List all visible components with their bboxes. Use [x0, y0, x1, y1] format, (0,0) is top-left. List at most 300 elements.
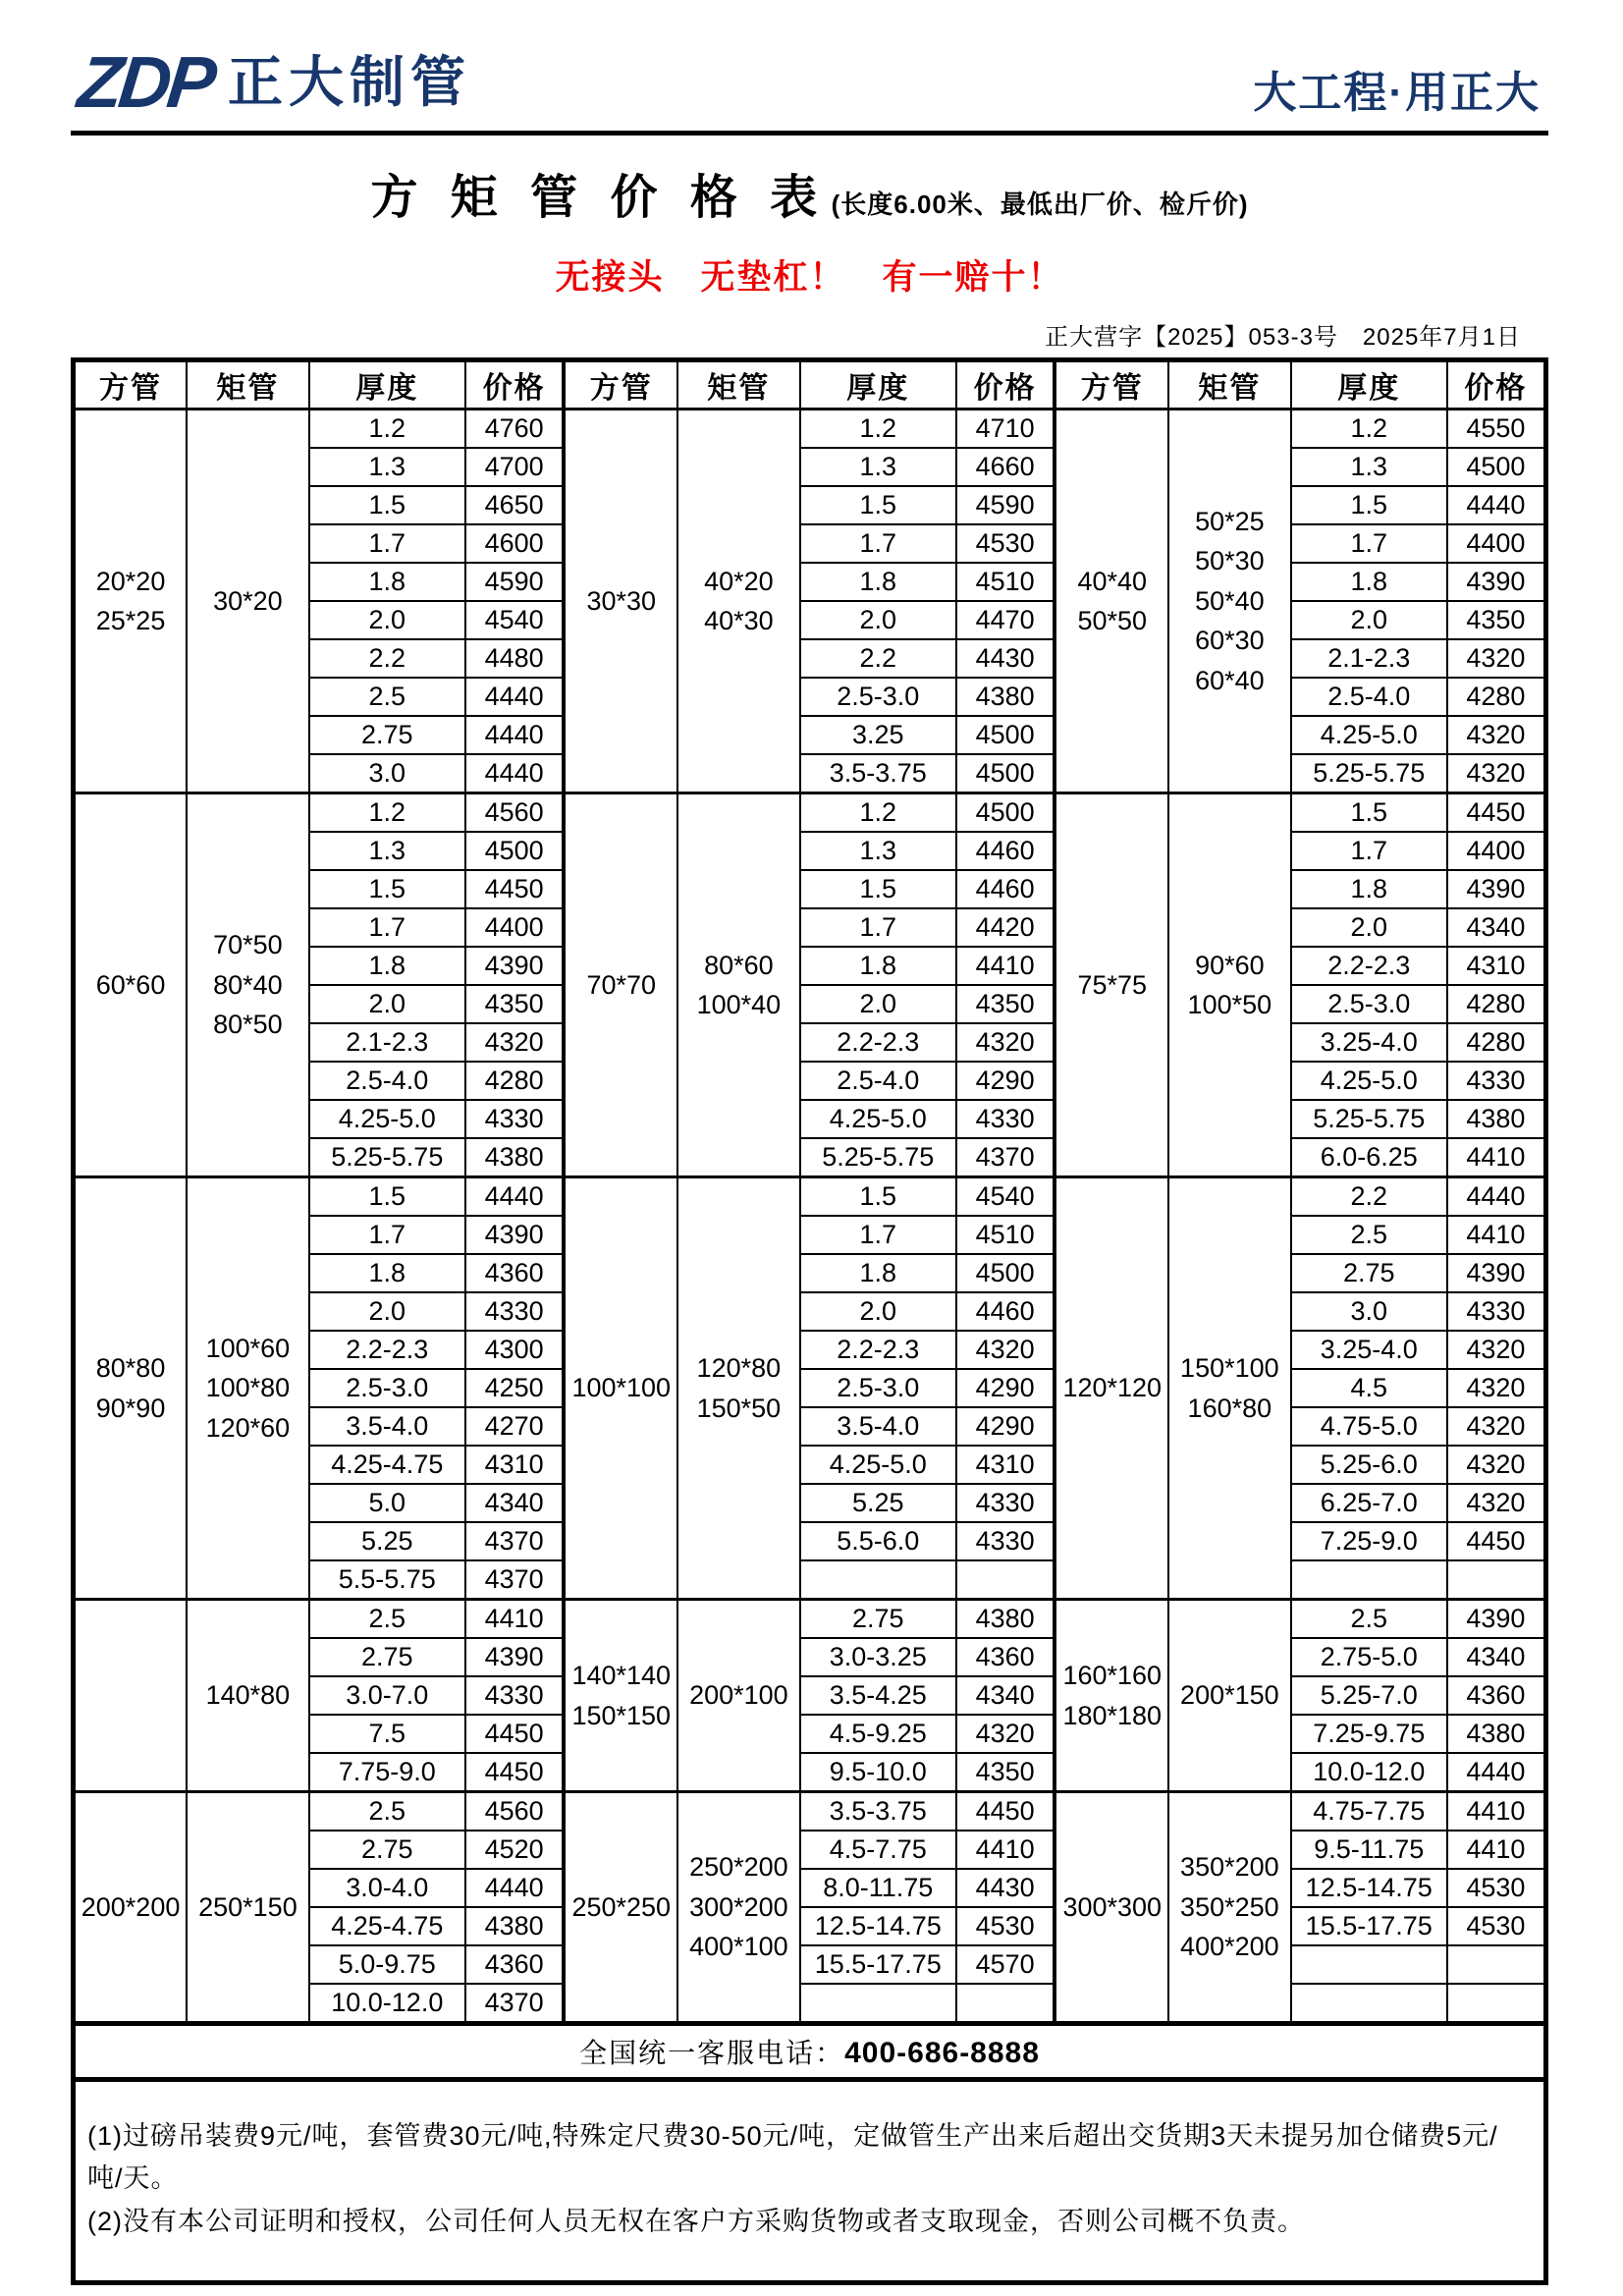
thickness-cell: 5.5-5.75 — [309, 1560, 465, 1600]
thickness-cell: 4.25-4.75 — [309, 1907, 465, 1945]
rect-pipe-cell: 30*20 — [187, 410, 309, 793]
price-cell: 4380 — [956, 1600, 1055, 1639]
price-cell: 4320 — [1447, 1369, 1546, 1407]
thickness-cell: 4.5-9.25 — [800, 1715, 956, 1753]
thickness-cell: 1.7 — [1291, 832, 1447, 870]
price-cell: 4410 — [465, 1600, 565, 1639]
rect-pipe-cell: 40*20 40*30 — [677, 410, 800, 793]
thickness-cell: 5.25-6.0 — [1291, 1446, 1447, 1484]
thickness-cell: 1.2 — [309, 410, 465, 449]
price-cell: 4390 — [1447, 1254, 1546, 1292]
table-row — [74, 1600, 1546, 1639]
thickness-cell: 2.2-2.3 — [800, 1023, 956, 1062]
price-cell: 4530 — [956, 1907, 1055, 1945]
thickness-cell: 1.8 — [800, 947, 956, 985]
square-pipe-cell: 250*250 — [564, 1792, 677, 2024]
price-cell: 4380 — [465, 1907, 565, 1945]
thickness-cell: 1.3 — [1291, 448, 1447, 486]
thickness-cell — [800, 1984, 956, 2024]
price-cell: 4360 — [1447, 1676, 1546, 1715]
price-cell: 4410 — [1447, 1138, 1546, 1177]
thickness-cell: 2.5-4.0 — [800, 1062, 956, 1100]
table-header-row — [74, 360, 1546, 410]
price-cell: 4310 — [465, 1446, 565, 1484]
rect-pipe-cell: 90*60 100*50 — [1168, 793, 1291, 1177]
price-cell: 4330 — [465, 1292, 565, 1331]
rect-pipe-cell: 70*50 80*40 80*50 — [187, 793, 309, 1177]
price-cell: 4410 — [1447, 1792, 1546, 1831]
thickness-cell — [1291, 1560, 1447, 1600]
price-cell: 4760 — [465, 410, 565, 449]
thickness-cell: 1.5 — [1291, 793, 1447, 833]
thickness-cell: 2.5 — [309, 1600, 465, 1639]
thickness-cell — [800, 1560, 956, 1600]
price-table — [71, 357, 1548, 2285]
thickness-cell: 12.5-14.75 — [1291, 1869, 1447, 1907]
thickness-cell: 2.2-2.3 — [800, 1331, 956, 1369]
thickness-cell: 6.0-6.25 — [1291, 1138, 1447, 1177]
thickness-cell: 3.25-4.0 — [1291, 1023, 1447, 1062]
thickness-cell: 2.5 — [309, 678, 465, 716]
price-cell: 4500 — [956, 1254, 1055, 1292]
price-cell: 4320 — [1447, 1407, 1546, 1446]
price-cell: 4390 — [465, 947, 565, 985]
price-cell: 4420 — [956, 908, 1055, 947]
thickness-cell: 1.3 — [309, 832, 465, 870]
price-cell: 4460 — [956, 870, 1055, 908]
note-line: (2)没有本公司证明和授权，公司任何人员无权在客户方采购货物或者支取现金，否则公司概不负责。 — [87, 2206, 1305, 2236]
thickness-cell: 1.7 — [309, 524, 465, 563]
price-cell: 4330 — [956, 1100, 1055, 1138]
price-cell: 4370 — [465, 1560, 565, 1600]
price-cell: 4400 — [1447, 832, 1546, 870]
price-cell: 4440 — [1447, 1177, 1546, 1217]
rect-pipe-cell: 350*200 350*250 400*200 — [1168, 1792, 1291, 2024]
price-cell: 4360 — [465, 1945, 565, 1984]
square-pipe-cell: 60*60 — [74, 793, 188, 1177]
thickness-cell: 5.25 — [309, 1522, 465, 1560]
price-cell: 4390 — [465, 1638, 565, 1676]
rect-pipe-cell: 150*100 160*80 — [1168, 1177, 1291, 1600]
thickness-cell: 2.75 — [800, 1600, 956, 1639]
header-cell: 方管 — [564, 360, 677, 410]
thickness-cell: 5.0-9.75 — [309, 1945, 465, 1984]
price-cell: 4710 — [956, 410, 1055, 449]
note-line: (1)过磅吊装费9元/吨，套管费30元/吨,特殊定尺费30-50元/吨，定做管生产出来后超出交货期3天未提另加仓储费5元/吨/天。 — [87, 2121, 1498, 2194]
thickness-cell: 2.2-2.3 — [309, 1331, 465, 1369]
thickness-cell: 1.7 — [309, 908, 465, 947]
thickness-cell: 1.8 — [1291, 563, 1447, 601]
service-phone-cell — [74, 2024, 1546, 2080]
thickness-cell: 3.5-4.25 — [800, 1676, 956, 1715]
thickness-cell: 15.5-17.75 — [1291, 1907, 1447, 1945]
thickness-cell: 5.0 — [309, 1484, 465, 1522]
thickness-cell: 3.0 — [309, 754, 465, 793]
table-row — [74, 410, 1546, 449]
price-cell: 4330 — [1447, 1292, 1546, 1331]
thickness-cell: 4.25-4.75 — [309, 1446, 465, 1484]
price-cell: 4380 — [956, 678, 1055, 716]
thickness-cell: 1.8 — [800, 1254, 956, 1292]
thickness-cell: 4.25-5.0 — [800, 1446, 956, 1484]
rect-pipe-cell: 200*150 — [1168, 1600, 1291, 1792]
price-cell: 4320 — [956, 1023, 1055, 1062]
thickness-cell: 1.3 — [800, 448, 956, 486]
square-pipe-cell: 80*80 90*90 — [74, 1177, 188, 1600]
price-cell: 4530 — [956, 524, 1055, 563]
promo-line: 无接头 无垫杠！ 有一赔十！ — [555, 258, 1064, 297]
thickness-cell: 3.0 — [1291, 1292, 1447, 1331]
price-cell: 4330 — [956, 1484, 1055, 1522]
brand-slogan: 大工程·用正大 — [1253, 69, 1541, 117]
price-cell: 4340 — [465, 1484, 565, 1522]
thickness-cell: 1.7 — [1291, 524, 1447, 563]
thickness-cell: 2.75 — [309, 1831, 465, 1869]
thickness-cell: 2.2-2.3 — [1291, 947, 1447, 985]
price-cell: 4380 — [465, 1138, 565, 1177]
thickness-cell: 1.3 — [309, 448, 465, 486]
thickness-cell: 2.5 — [309, 1792, 465, 1831]
thickness-cell: 1.2 — [1291, 410, 1447, 449]
notes-cell — [74, 2080, 1546, 2283]
masthead — [71, 33, 1548, 136]
thickness-cell: 1.2 — [800, 793, 956, 833]
price-cell: 4650 — [465, 486, 565, 524]
thickness-cell: 1.8 — [309, 1254, 465, 1292]
thickness-cell: 3.5-4.0 — [309, 1407, 465, 1446]
header-cell: 价格 — [1447, 360, 1546, 410]
header-cell: 方管 — [1055, 360, 1168, 410]
price-cell: 4450 — [465, 870, 565, 908]
thickness-cell: 1.5 — [309, 870, 465, 908]
rect-pipe-cell: 100*60 100*80 120*60 — [187, 1177, 309, 1600]
thickness-cell: 3.5-4.0 — [800, 1407, 956, 1446]
price-cell: 4560 — [465, 1792, 565, 1831]
thickness-cell: 7.25-9.0 — [1291, 1522, 1447, 1560]
square-pipe-cell: 30*30 — [564, 410, 677, 793]
thickness-cell: 4.25-5.0 — [1291, 1062, 1447, 1100]
price-cell: 4440 — [465, 716, 565, 754]
thickness-cell: 1.8 — [309, 947, 465, 985]
price-cell: 4280 — [465, 1062, 565, 1100]
square-pipe-cell: 100*100 — [564, 1177, 677, 1600]
price-cell: 4350 — [956, 1753, 1055, 1792]
thickness-cell: 1.5 — [309, 1177, 465, 1217]
header-cell: 矩管 — [187, 360, 309, 410]
price-cell: 4300 — [465, 1331, 565, 1369]
price-cell: 4440 — [465, 678, 565, 716]
price-cell: 4390 — [1447, 563, 1546, 601]
page-title: 方 矩 管 价 格 表 — [370, 172, 828, 224]
price-cell: 4450 — [1447, 793, 1546, 833]
price-cell: 4320 — [956, 1715, 1055, 1753]
rect-pipe-cell: 200*100 — [677, 1600, 800, 1792]
thickness-cell: 1.7 — [800, 524, 956, 563]
price-cell: 4590 — [465, 563, 565, 601]
price-cell: 4250 — [465, 1369, 565, 1407]
thickness-cell: 1.8 — [1291, 870, 1447, 908]
price-cell: 4330 — [1447, 1062, 1546, 1100]
header-cell: 价格 — [956, 360, 1055, 410]
price-cell — [1447, 1984, 1546, 2024]
price-cell: 4380 — [1447, 1715, 1546, 1753]
square-pipe-cell: 160*160 180*180 — [1055, 1600, 1168, 1792]
service-phone-row — [74, 2024, 1546, 2080]
thickness-cell: 2.75 — [309, 1638, 465, 1676]
thickness-cell: 3.0-4.0 — [309, 1869, 465, 1907]
thickness-cell — [1291, 1945, 1447, 1984]
thickness-cell: 1.5 — [800, 486, 956, 524]
header-cell: 矩管 — [677, 360, 800, 410]
price-cell: 4380 — [1447, 1100, 1546, 1138]
thickness-cell: 5.25 — [800, 1484, 956, 1522]
header-cell: 厚度 — [309, 360, 465, 410]
thickness-cell: 3.25 — [800, 716, 956, 754]
thickness-cell: 3.25-4.0 — [1291, 1331, 1447, 1369]
thickness-cell: 1.5 — [800, 1177, 956, 1217]
price-cell: 4320 — [465, 1023, 565, 1062]
rect-pipe-cell: 250*150 — [187, 1792, 309, 2024]
price-cell — [956, 1560, 1055, 1600]
square-pipe-cell: 70*70 — [564, 793, 677, 1177]
thickness-cell: 2.5 — [1291, 1216, 1447, 1254]
price-cell: 4500 — [1447, 448, 1546, 486]
price-cell: 4280 — [1447, 678, 1546, 716]
price-cell: 4660 — [956, 448, 1055, 486]
header-cell: 厚度 — [1291, 360, 1447, 410]
thickness-cell: 2.0 — [309, 985, 465, 1023]
zdp-logo-icon: ZDP — [74, 41, 217, 123]
price-cell: 4350 — [465, 985, 565, 1023]
price-cell: 4330 — [956, 1522, 1055, 1560]
price-cell: 4340 — [1447, 908, 1546, 947]
price-cell: 4390 — [1447, 870, 1546, 908]
thickness-cell: 8.0-11.75 — [800, 1869, 956, 1907]
thickness-cell: 2.0 — [309, 1292, 465, 1331]
thickness-cell: 2.2 — [800, 639, 956, 678]
price-cell: 4450 — [465, 1753, 565, 1792]
price-cell: 4410 — [956, 1831, 1055, 1869]
thickness-cell: 7.75-9.0 — [309, 1753, 465, 1792]
thickness-cell: 5.25-5.75 — [1291, 754, 1447, 793]
price-cell: 4290 — [956, 1407, 1055, 1446]
price-cell: 4390 — [1447, 1600, 1546, 1639]
thickness-cell: 12.5-14.75 — [800, 1907, 956, 1945]
thickness-cell: 1.2 — [800, 410, 956, 449]
price-cell: 4500 — [956, 716, 1055, 754]
thickness-cell: 1.5 — [800, 870, 956, 908]
price-cell — [1447, 1560, 1546, 1600]
price-cell: 4440 — [1447, 1753, 1546, 1792]
thickness-cell: 2.1-2.3 — [309, 1023, 465, 1062]
thickness-cell: 4.25-5.0 — [309, 1100, 465, 1138]
price-cell: 4370 — [465, 1984, 565, 2024]
thickness-cell: 2.5-3.0 — [800, 678, 956, 716]
price-cell: 4320 — [1447, 754, 1546, 793]
thickness-cell: 1.7 — [800, 908, 956, 947]
thickness-cell: 1.5 — [1291, 486, 1447, 524]
price-cell: 4410 — [1447, 1216, 1546, 1254]
price-cell: 4340 — [1447, 1638, 1546, 1676]
thickness-cell: 4.25-5.0 — [800, 1100, 956, 1138]
thickness-cell: 2.2 — [1291, 1177, 1447, 1217]
thickness-cell: 4.5 — [1291, 1369, 1447, 1407]
price-cell: 4360 — [465, 1254, 565, 1292]
title-row — [71, 159, 1548, 227]
price-cell: 4350 — [1447, 601, 1546, 639]
price-cell: 4600 — [465, 524, 565, 563]
thickness-cell: 3.5-3.75 — [800, 754, 956, 793]
price-cell: 4320 — [1447, 639, 1546, 678]
thickness-cell: 2.0 — [1291, 601, 1447, 639]
price-cell: 4500 — [465, 832, 565, 870]
thickness-cell: 2.1-2.3 — [1291, 639, 1447, 678]
price-cell: 4340 — [956, 1676, 1055, 1715]
thickness-cell: 2.5-3.0 — [800, 1369, 956, 1407]
price-cell: 4510 — [956, 1216, 1055, 1254]
thickness-cell: 3.5-3.75 — [800, 1792, 956, 1831]
thickness-cell: 5.25-5.75 — [800, 1138, 956, 1177]
price-cell: 4320 — [956, 1331, 1055, 1369]
rect-pipe-cell: 140*80 — [187, 1600, 309, 1792]
price-cell: 4590 — [956, 486, 1055, 524]
thickness-cell — [1291, 1984, 1447, 2024]
price-cell: 4330 — [465, 1676, 565, 1715]
price-cell: 4460 — [956, 1292, 1055, 1331]
price-cell: 4330 — [465, 1100, 565, 1138]
thickness-cell: 2.75 — [309, 716, 465, 754]
price-cell: 4410 — [1447, 1831, 1546, 1869]
price-cell: 4440 — [465, 1869, 565, 1907]
price-cell: 4270 — [465, 1407, 565, 1446]
price-cell: 4290 — [956, 1062, 1055, 1100]
square-pipe-cell: 200*200 — [74, 1792, 188, 2024]
price-cell: 4430 — [956, 639, 1055, 678]
square-pipe-cell: 75*75 — [1055, 793, 1168, 1177]
thickness-cell: 5.25-7.0 — [1291, 1676, 1447, 1715]
thickness-cell: 1.8 — [309, 563, 465, 601]
price-cell: 4280 — [1447, 985, 1546, 1023]
service-phone-label: 全国统一客服电话： — [579, 2038, 845, 2068]
price-cell: 4470 — [956, 601, 1055, 639]
thickness-cell: 6.25-7.0 — [1291, 1484, 1447, 1522]
price-cell: 4290 — [956, 1369, 1055, 1407]
price-cell: 4460 — [956, 832, 1055, 870]
thickness-cell: 7.25-9.75 — [1291, 1715, 1447, 1753]
thickness-cell: 2.75-5.0 — [1291, 1638, 1447, 1676]
price-cell: 4310 — [956, 1446, 1055, 1484]
price-cell: 4540 — [956, 1177, 1055, 1217]
thickness-cell: 2.5-3.0 — [309, 1369, 465, 1407]
price-cell: 4530 — [1447, 1869, 1546, 1907]
brand-name: 正大制管 — [228, 51, 471, 113]
thickness-cell: 9.5-11.75 — [1291, 1831, 1447, 1869]
thickness-cell: 2.0 — [800, 985, 956, 1023]
price-cell: 4550 — [1447, 410, 1546, 449]
price-cell: 4450 — [1447, 1522, 1546, 1560]
thickness-cell: 2.0 — [800, 1292, 956, 1331]
rect-pipe-cell: 80*60 100*40 — [677, 793, 800, 1177]
square-pipe-cell — [74, 1600, 188, 1792]
price-cell: 4390 — [465, 1216, 565, 1254]
header-cell: 方管 — [74, 360, 188, 410]
thickness-cell: 1.7 — [800, 1216, 956, 1254]
thickness-cell: 4.75-5.0 — [1291, 1407, 1447, 1446]
square-pipe-cell: 140*140 150*150 — [564, 1600, 677, 1792]
price-cell: 4280 — [1447, 1023, 1546, 1062]
price-cell: 4320 — [1447, 1446, 1546, 1484]
price-cell: 4500 — [956, 754, 1055, 793]
price-cell — [1447, 1945, 1546, 1984]
price-cell: 4350 — [956, 985, 1055, 1023]
thickness-cell: 2.0 — [309, 601, 465, 639]
price-cell: 4400 — [1447, 524, 1546, 563]
square-pipe-cell: 300*300 — [1055, 1792, 1168, 2024]
price-cell: 4540 — [465, 601, 565, 639]
thickness-cell: 15.5-17.75 — [800, 1945, 956, 1984]
price-cell: 4410 — [956, 947, 1055, 985]
header-cell: 价格 — [465, 360, 565, 410]
thickness-cell: 1.7 — [309, 1216, 465, 1254]
thickness-cell: 9.5-10.0 — [800, 1753, 956, 1792]
thickness-cell: 1.5 — [309, 486, 465, 524]
price-cell: 4500 — [956, 793, 1055, 833]
price-cell: 4310 — [1447, 947, 1546, 985]
page-title-note: (长度6.00米、最低出厂价、检斤价) — [831, 190, 1249, 219]
square-pipe-cell: 120*120 — [1055, 1177, 1168, 1600]
thickness-cell: 1.2 — [309, 793, 465, 833]
notes-row — [74, 2080, 1546, 2283]
doc-number-line: 正大营字【2025】053-3号 2025年7月1日 — [1045, 324, 1521, 351]
thickness-cell: 10.0-12.0 — [1291, 1753, 1447, 1792]
thickness-cell: 2.5-3.0 — [1291, 985, 1447, 1023]
price-cell: 4440 — [465, 754, 565, 793]
thickness-cell: 1.3 — [800, 832, 956, 870]
price-cell: 4560 — [465, 793, 565, 833]
rect-pipe-cell: 250*200 300*200 400*100 — [677, 1792, 800, 2024]
price-cell: 4360 — [956, 1638, 1055, 1676]
table-row — [74, 1177, 1546, 1217]
service-phone-number: 400-686-8888 — [844, 2037, 1040, 2069]
thickness-cell: 1.8 — [800, 563, 956, 601]
price-cell: 4570 — [956, 1945, 1055, 1984]
thickness-cell: 3.0-7.0 — [309, 1676, 465, 1715]
price-cell: 4450 — [465, 1715, 565, 1753]
thickness-cell: 5.25-5.75 — [1291, 1100, 1447, 1138]
thickness-cell: 2.5-4.0 — [309, 1062, 465, 1100]
table-row — [74, 1792, 1546, 1831]
price-cell: 4320 — [1447, 716, 1546, 754]
price-cell: 4400 — [465, 908, 565, 947]
price-cell — [956, 1984, 1055, 2024]
table-row — [74, 793, 1546, 833]
price-cell: 4440 — [465, 1177, 565, 1217]
price-cell: 4510 — [956, 563, 1055, 601]
thickness-cell: 2.2 — [309, 639, 465, 678]
thickness-cell: 2.5-4.0 — [1291, 678, 1447, 716]
thickness-cell: 2.75 — [1291, 1254, 1447, 1292]
square-pipe-cell: 20*20 25*25 — [74, 410, 188, 793]
thickness-cell: 4.75-7.75 — [1291, 1792, 1447, 1831]
price-cell: 4320 — [1447, 1331, 1546, 1369]
thickness-cell: 2.0 — [1291, 908, 1447, 947]
square-pipe-cell: 40*40 50*50 — [1055, 410, 1168, 793]
thickness-cell: 2.0 — [800, 601, 956, 639]
thickness-cell: 7.5 — [309, 1715, 465, 1753]
thickness-cell: 2.5 — [1291, 1600, 1447, 1639]
header-cell: 矩管 — [1168, 360, 1291, 410]
header-cell: 厚度 — [800, 360, 956, 410]
